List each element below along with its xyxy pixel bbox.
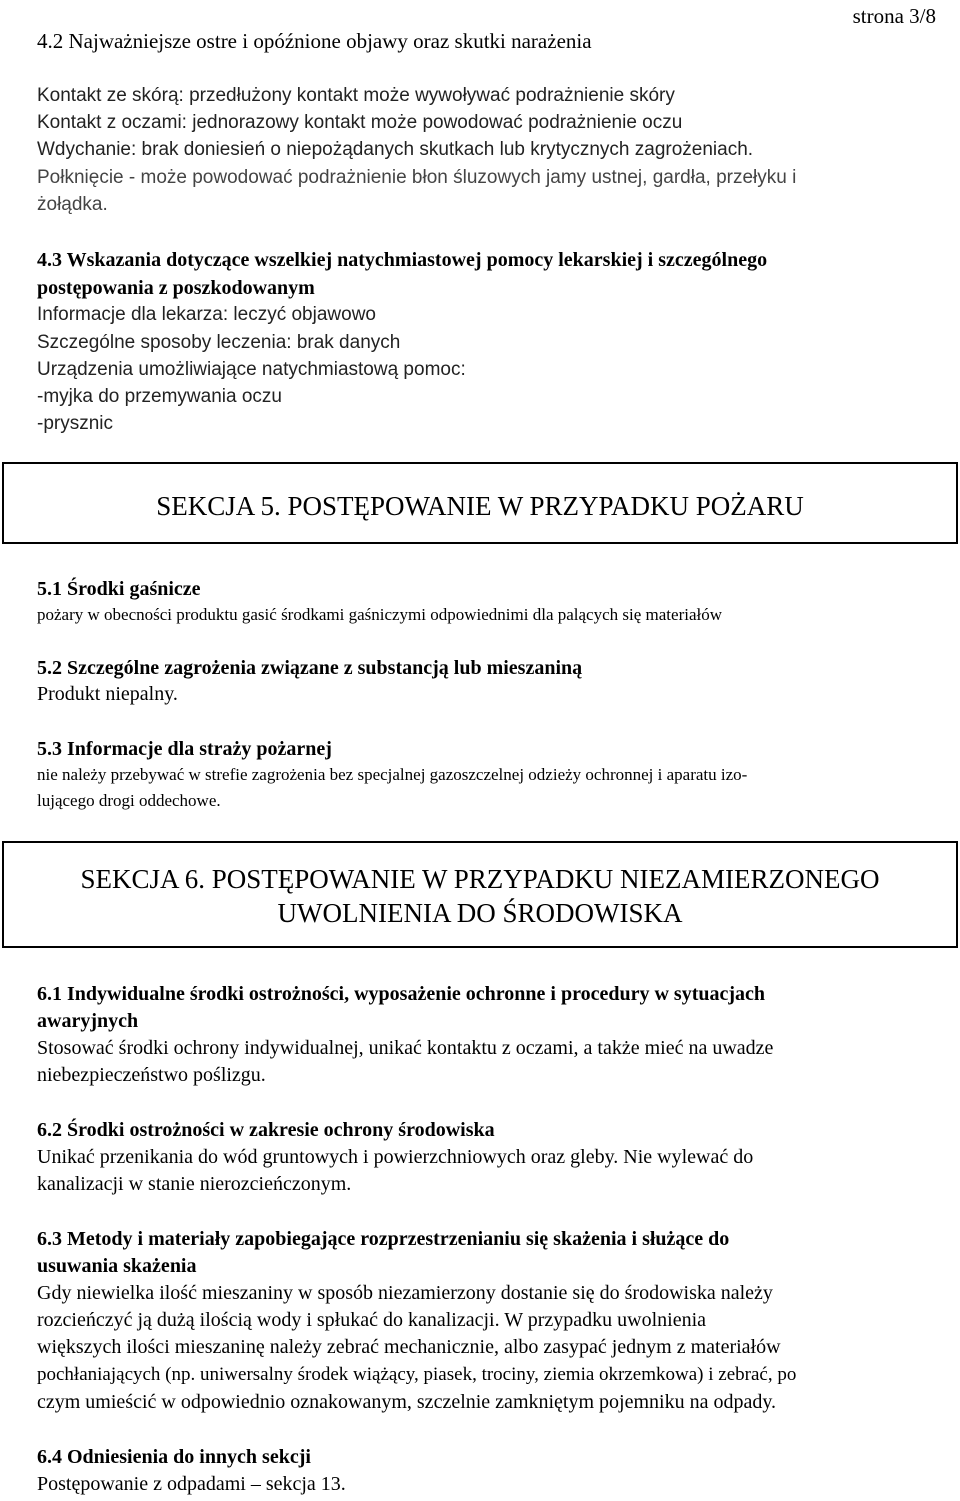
- s63-line: pochłaniających (np. uniwersalny środek wiążący, piasek, trociny, ziemia okrzemkowa) i zebrać, po: [37, 1364, 797, 1385]
- s53-line: lującego drogi oddechowe.: [37, 791, 221, 810]
- heading-6-4: 6.4 Odniesienia do innych sekcji: [37, 1446, 311, 1468]
- heading-6-1: 6.1 Indywidualne środki ostrożności, wyposażenie ochronne i procedury w sytuacjach: [37, 983, 766, 1005]
- heading-5-2: 5.2 Szczególne zagrożenia związane z substancją lub mieszaniną: [37, 657, 583, 679]
- s43-line: -myjka do przemywania oczu: [37, 386, 282, 407]
- section-6-box: [2, 841, 958, 948]
- s62-line: kanalizacji w stanie nierozcieńczonym.: [37, 1173, 352, 1195]
- section-6-title-cont: UWOLNIENIA DO ŚRODOWISKA: [277, 898, 683, 928]
- s63-line: większych ilości mieszaninę należy zebrać mechanicznie, albo zasypać jednym z materiałów: [37, 1336, 781, 1358]
- s42-line: Kontakt ze skórą: przedłużony kontakt może wywoływać podrażnienie skóry: [37, 85, 675, 106]
- s63-line: Gdy niewielka ilość mieszaniny w sposób niezamierzony dostanie się do środowiska należy: [37, 1282, 773, 1304]
- s42-line: żołądka.: [37, 194, 108, 215]
- s63-line: rozcieńczyć ją dużą ilością wody i spłukać do kanalizacji. W przypadku uwolnienia: [37, 1309, 707, 1331]
- heading-6-3-cont: usuwania skażenia: [37, 1255, 197, 1277]
- heading-4-3-cont: postępowania z poszkodowanym: [37, 277, 315, 299]
- s43-line: Informacje dla lekarza: leczyć objawowo: [37, 304, 376, 325]
- s62-line: Unikać przenikania do wód gruntowych i powierzchniowych oraz gleby. Nie wylewać do: [37, 1146, 754, 1168]
- section-6-title: SEKCJA 6. POSTĘPOWANIE W PRZYPADKU NIEZAMIERZONEGO: [80, 864, 880, 894]
- section-5-box: [2, 462, 958, 544]
- s61-line: niebezpieczeństwo poślizgu.: [37, 1064, 266, 1086]
- heading-4-3: 4.3 Wskazania dotyczące wszelkiej natychmiastowej pomocy lekarskiej i szczególnego: [37, 249, 768, 271]
- s43-line: Szczególne sposoby leczenia: brak danych: [37, 332, 401, 353]
- heading-4-2: 4.2 Najważniejsze ostre i opóźnione objawy oraz skutki narażenia: [37, 29, 592, 53]
- s42-line: Wdychanie: brak doniesień o niepożądanych skutkach lub krytycznych zagrożeniach.: [37, 139, 754, 160]
- s42-line: Połknięcie - może powodować podrażnienie błon śluzowych jamy ustnej, gardła, przełyku i: [37, 167, 797, 188]
- heading-6-2: 6.2 Środki ostrożności w zakresie ochrony środowiska: [37, 1119, 495, 1141]
- heading-6-1-cont: awaryjnych: [37, 1010, 139, 1032]
- section-5-title: SEKCJA 5. POSTĘPOWANIE W PRZYPADKU POŻARU: [156, 491, 804, 521]
- s61-line: Stosować środki ochrony indywidualnej, unikać kontaktu z oczami, a także mieć na uwadze: [37, 1037, 774, 1059]
- s64-text: Postępowanie z odpadami – sekcja 13.: [37, 1473, 346, 1495]
- page-number: strona 3/8: [852, 4, 936, 28]
- s42-line: Kontakt z oczami: jednorazowy kontakt może powodować podrażnienie oczu: [37, 112, 683, 133]
- heading-5-1: 5.1 Środki gaśnicze: [37, 578, 201, 600]
- s63-line: czym umieścić w odpowiednio oznakowanym, szczelnie zamkniętym pojemniku na odpady.: [37, 1391, 777, 1413]
- s52-text: Produkt niepalny.: [37, 683, 178, 705]
- s51-text: pożary w obecności produktu gasić środkami gaśniczymi odpowiednimi dla palących się materiałów: [37, 605, 722, 624]
- heading-6-3: 6.3 Metody i materiały zapobiegające rozprzestrzenianiu się skażenia i służące do: [37, 1228, 730, 1250]
- s43-line: Urządzenia umożliwiające natychmiastową pomoc:: [37, 359, 466, 380]
- s53-line: nie należy przebywać w strefie zagrożenia bez specjalnej gazoszczelnej odzieży ochronnej i aparatu izo-: [37, 765, 748, 784]
- s43-line: -prysznic: [37, 413, 114, 434]
- heading-5-3: 5.3 Informacje dla straży pożarnej: [37, 738, 332, 760]
